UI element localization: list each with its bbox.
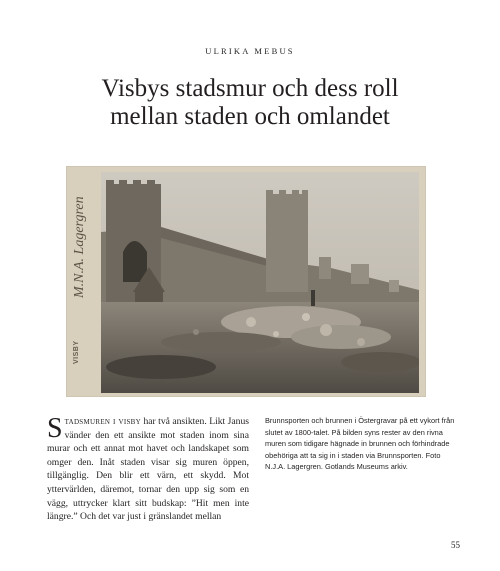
page-number: 55 xyxy=(451,540,460,550)
title-line-1: Visbys stadsmur och dess roll xyxy=(101,75,399,102)
body-paragraph xyxy=(47,415,249,524)
city-wall-photo xyxy=(101,172,419,393)
drop-cap: S xyxy=(47,413,63,444)
title-line-2: mellan staden och omlandet xyxy=(110,103,390,130)
historic-postcard xyxy=(67,167,425,396)
studio-signature: M.N.A. Lagergren xyxy=(72,196,87,298)
author-name: ULRIKA MEBUS xyxy=(205,46,295,56)
small-caps-lead: tadsmuren i visby xyxy=(64,416,141,427)
studio-city-stamp: VISBY xyxy=(73,340,80,364)
chapter-title xyxy=(0,75,500,131)
photo-caption: Brunnsporten och brunnen i Östergravar på ett vykort från slutet av 1800-talet. På bilden syns rester av den rivna muren som tidigare hägnade in brunnen och förhindrade obehöriga att ta sig in i staden via Brunnsporten. Foto N.J.A. Lagergren. Gotlands Museums arkiv. xyxy=(265,416,455,472)
body-text: har två ansikten. Likt Janus vänder den ett ansikte mot staden inom sina murar och ett annat mot havet och landskapet som omger den. Inåt staden visar sig muren öppen, tillgänglig. Den blir ett värn, ett skydd. Mot yttervärlden, däremot, tornar den upp sig som en vägg, uttrycker klart sitt budskap: ”Hit men inte längre.” Och det var just i gränslandet mellan xyxy=(47,416,249,523)
